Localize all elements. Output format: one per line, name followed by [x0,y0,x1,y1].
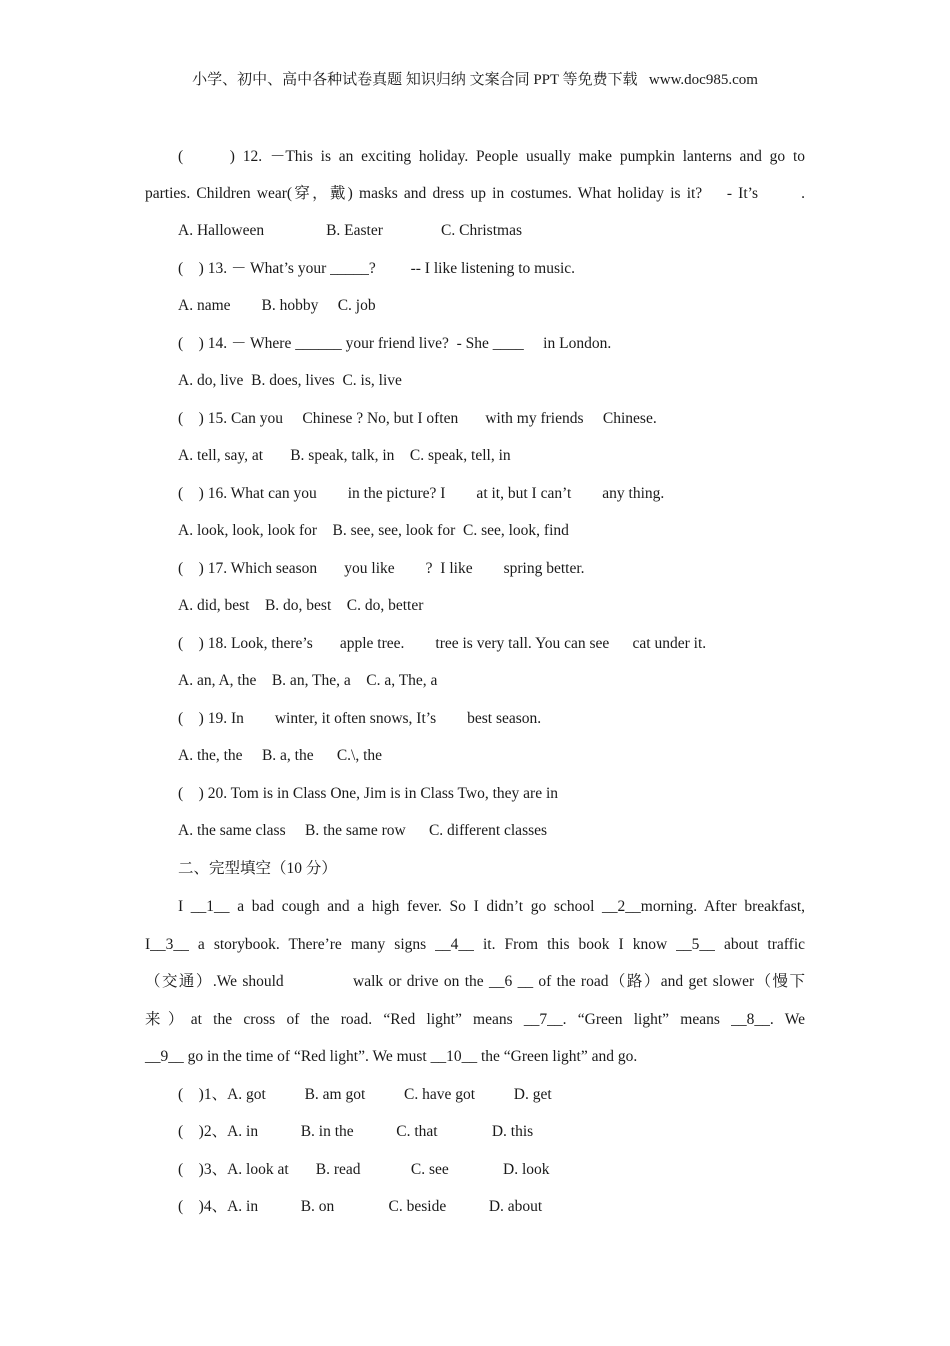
question-13-options: A. name B. hobby C. job [178,297,376,314]
cloze-passage-line-5: __9__ go in the time of “Red light”. We must __10__ the “Green light” and go. [145,1048,638,1065]
question-18: ( ) 18. Look, there’s apple tree. tree is very tall. You can see cat under it. [178,635,707,652]
cloze-passage-line-2: I__3__ a storybook. There’re many signs __4__ it. From this book I know __5__ about traffic [145,936,805,953]
question-12-options: A. Halloween B. Easter C. Christmas [178,222,522,239]
cloze-question-4: ( )4、A. in B. on C. beside D. about [178,1198,543,1215]
cloze-question-2: ( )2、A. in B. in the C. that D. this [178,1123,534,1140]
cloze-question-1: ( )1、A. got B. am got C. have got D. get [178,1086,552,1103]
question-12-line-2: parties. Children wear(穿，戴) masks and dress up in costumes. What holiday is it? - It’s . [145,185,805,202]
question-19: ( ) 19. In winter, it often snows, It’s best season. [178,710,542,727]
question-17: ( ) 17. Which season you like ? I like spring better. [178,560,585,577]
question-16: ( ) 16. What can you in the picture? I at it, but I can’t any thing. [178,485,665,502]
question-17-options: A. did, best B. do, best C. do, better [178,597,424,614]
question-18-options: A. an, A, the B. an, The, a C. a, The, a [178,672,438,689]
question-14: ( ) 14. － Where ______ your friend live? - She ____ in London. [178,335,612,352]
page-header: 小学、初中、高中各种试卷真题 知识归纳 文案合同 PPT 等免费下载 www.doc985.com [192,72,758,88]
question-12-line-1: ( ) 12. －This is an exciting holiday. People usually make pumpkin lanterns and go to [178,148,805,165]
question-15: ( ) 15. Can you Chinese ? No, but I often with my friends Chinese. [178,410,657,427]
section-title-cloze: 二、完型填空（10 分） [178,860,337,877]
question-14-options: A. do, live B. does, lives C. is, live [178,372,402,389]
question-13: ( ) 13. － What’s your _____? -- I like listening to music. [178,260,576,277]
cloze-passage-line-3: （交通）.We should walk or drive on the __6 __ of the road（路）and get slower（慢下 [145,973,805,990]
cloze-passage-line-1: I __1__ a bad cough and a high fever. So I didn’t go school __2__morning. After breakfast, [178,898,805,915]
question-20: ( ) 20. Tom is in Class One, Jim is in Class Two, they are in [178,785,559,802]
question-15-options: A. tell, say, at B. speak, talk, in C. speak, tell, in [178,447,511,464]
question-20-options: A. the same class B. the same row C. different classes [178,822,548,839]
question-19-options: A. the, the B. a, the C.\, the [178,747,383,764]
cloze-passage-line-4: 来）at the cross of the road. “Red light” means __7__. “Green light” means __8__. We [145,1011,805,1028]
question-16-options: A. look, look, look for B. see, see, look for C. see, look, find [178,522,569,539]
cloze-question-3: ( )3、A. look at B. read C. see D. look [178,1161,550,1178]
